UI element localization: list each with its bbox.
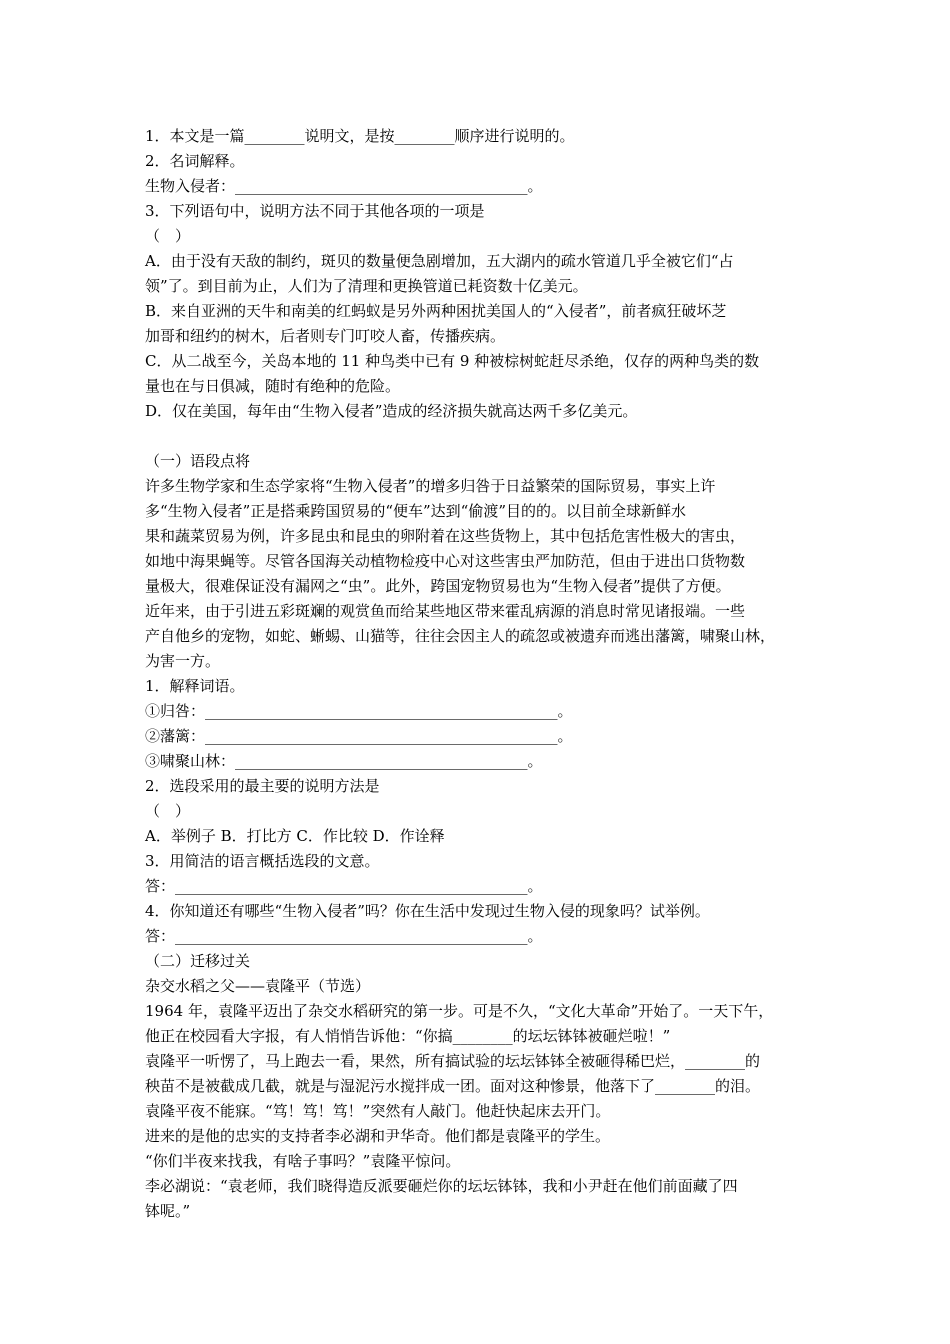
text-line: 量也在与日俱减，随时有绝种的危险。: [145, 377, 401, 395]
text-line: 果和蔬菜贸易为例，许多昆虫和昆虫的卵附着在这些货物上，其中包括危害性极大的害虫，: [145, 527, 746, 545]
text-line: 量极大，很难保证没有漏网之“虫”。此外，跨国宠物贸易也为“生物入侵者”提供了方便。: [145, 577, 731, 595]
text-line: （ ）: [145, 802, 191, 820]
text-line: 许多生物学家和生态学家将“生物入侵者”的增多归咎于日益繁荣的国际贸易，事实上许: [145, 477, 716, 495]
text-line: 生物入侵者：_______________________________________。: [145, 177, 543, 195]
text-line: 袁隆平夜不能寐。“笃！笃！笃！”突然有人敲门。他赶快起床去开门。: [145, 1102, 611, 1120]
text-line: （二）迁移过关: [145, 952, 251, 970]
text-line: 1．解释词语。: [145, 677, 245, 695]
text-line: ③啸聚山林：_______________________________________。: [145, 752, 543, 770]
text-line: 袁隆平一听愣了，马上跑去一看，果然，所有搞试验的坛坛钵钵全被砸得稀巴烂，________的: [145, 1052, 761, 1070]
text-line: 4．你知道还有哪些“生物入侵者”吗？你在生活中发现过生物入侵的现象吗？试举例。: [145, 902, 710, 920]
text-line: B．来自亚洲的天牛和南美的红蚂蚁是另外两种困扰美国人的“入侵者”，前者疯狂破坏芝: [145, 302, 727, 320]
text-line: 答：_______________________________________________。: [145, 877, 543, 895]
text-line: 3．下列语句中，说明方法不同于其他各项的一项是: [145, 202, 485, 220]
text-line: C．从二战至今，关岛本地的 11 种鸟类中已有 9 种被棕树蛇赶尽杀绝，仅存的两种鸟类的数: [145, 352, 760, 370]
text-line: ①归咎：_______________________________________________。: [145, 702, 573, 720]
blank-line: [145, 424, 825, 449]
text-line: A．由于没有天敌的制约，斑贝的数量便急剧增加，五大湖内的疏水管道几乎全被它们“占: [145, 252, 734, 270]
text-line: 钵呢。”: [145, 1202, 191, 1220]
document-page: [145, 124, 825, 1224]
text-line: 杂交水稻之父——袁隆平（节选）: [145, 977, 371, 995]
text-line: A．举例子 B．打比方 C．作比较 D．作诠释: [145, 827, 445, 845]
text-line: 为害一方。: [145, 652, 221, 670]
text-line: 多“生物入侵者”正是搭乘跨国贸易的“便车”达到“偷渡”目的的。以目前全球新鲜水: [145, 502, 687, 520]
text-line: “你们半夜来找我，有啥子事吗？”袁隆平惊问。: [145, 1152, 461, 1170]
text-line: 进来的是他的忠实的支持者李必湖和尹华奇。他们都是袁隆平的学生。: [145, 1127, 611, 1145]
text-line: 1964 年，袁隆平迈出了杂交水稻研究的第一步。可是不久，“文化大革命”开始了。一天下午，: [145, 1002, 774, 1020]
text-line: D．仅在美国，每年由“生物入侵者”造成的经济损失就高达两千多亿美元。: [145, 402, 638, 420]
text-line: ②藩篱：_______________________________________________。: [145, 727, 573, 745]
text-line: （一）语段点将: [145, 452, 251, 470]
text-line: 产自他乡的宠物，如蛇、蜥蜴、山猫等，往往会因主人的疏忽或被遗弃而逃出藩篱，啸聚山林，: [145, 627, 776, 645]
text-line: 近年来，由于引进五彩斑斓的观赏鱼而给某些地区带来霍乱病源的消息时常见诸报端。一些: [145, 602, 746, 620]
text-line: 答：_______________________________________________。: [145, 927, 543, 945]
text-line: 李必湖说：“袁老师，我们晓得造反派要砸烂你的坛坛钵钵，我和小尹赶在他们前面藏了四: [145, 1177, 738, 1195]
text-line: 2．选段采用的最主要的说明方法是: [145, 777, 380, 795]
text-line: 3．用简洁的语言概括选段的文意。: [145, 852, 380, 870]
text-line: 如地中海果蝇等。尽管各国海关动植物检疫中心对这些害虫严加防范，但由于进出口货物数: [145, 552, 746, 570]
text-line: 加哥和纽约的树木，后者则专门叮咬人畜，传播疾病。: [145, 327, 506, 345]
text-line: （ ）: [145, 227, 191, 245]
text-line: 领”了。到目前为止，人们为了清理和更换管道已耗资数十亿美元。: [145, 277, 588, 295]
text-line: 他正在校园看大字报，有人悄悄告诉他：“你搞________的坛坛钵钵被砸烂啦！”: [145, 1027, 671, 1045]
text-line: 秧苗不是被截成几截，就是与湿泥污水搅拌成一团。面对这种惨景，他落下了________的泪。: [145, 1077, 761, 1095]
text-line: 1．本文是一篇________说明文，是按________顺序进行说明的。: [145, 127, 575, 145]
text-line: 2．名词解释。: [145, 152, 245, 170]
